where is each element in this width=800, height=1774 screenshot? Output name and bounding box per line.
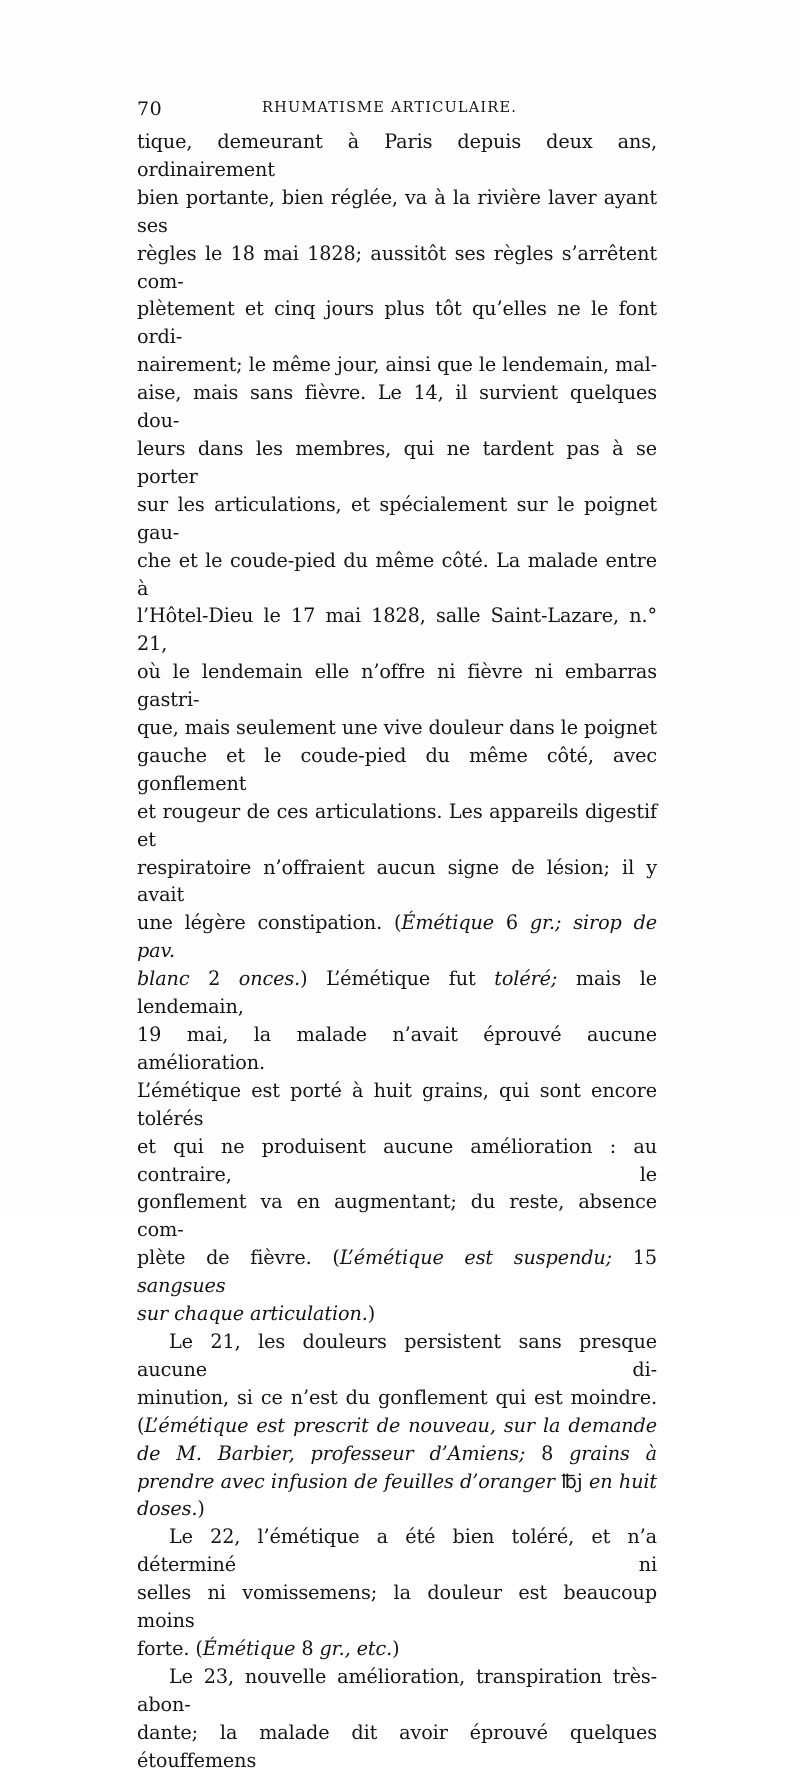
text-run: ℔j <box>554 1469 589 1493</box>
italic-text: toléré; <box>494 967 558 991</box>
text-line <box>137 547 657 603</box>
text-line <box>137 184 657 240</box>
text-line <box>137 1412 657 1440</box>
italic-text: Émétique <box>202 1636 296 1660</box>
body-text <box>137 128 657 1774</box>
text-run: gauche et le coude-pied du même côté, avec gonflement <box>137 743 657 795</box>
text-run: règles le 18 mai 1828; aussitôt ses règles s’arrêtent com- <box>137 241 657 293</box>
italic-text: grains à <box>569 1441 657 1465</box>
text-run: Le 21, les douleurs persistent sans presque aucune di- <box>137 1329 657 1381</box>
italic-text: Émétique <box>401 911 495 935</box>
text-line <box>137 1579 657 1635</box>
text-line <box>137 1188 657 1244</box>
text-line <box>137 1663 657 1719</box>
italic-text: prendre avec infusion de feuilles d’oranger <box>137 1469 555 1493</box>
text-run: ( <box>137 1413 145 1437</box>
italic-text: de M. Barbier, professeur d’Amiens; <box>137 1441 526 1465</box>
text-line <box>137 1719 657 1774</box>
text-run: plètement et cinq jours plus tôt qu’elles ne le font ordi- <box>137 297 657 349</box>
text-line <box>137 1384 657 1412</box>
text-line <box>137 658 657 714</box>
text-run: respiratoire n’offraient aucun signe de lésion; il y avait <box>137 855 657 907</box>
text-run: 6 <box>494 911 530 935</box>
text-run: aise, mais sans fièvre. Le 14, il survient quelques dou- <box>137 381 657 433</box>
text-run: minution, si ce n’est du gonflement qui est moindre. <box>137 1385 657 1409</box>
text-run: che et le coude-pied du même côté. La malade entre à <box>137 548 657 600</box>
text-run: ) L’émétique fut <box>300 967 495 991</box>
italic-text: L’émétique est prescrit de nouveau, sur la demande <box>144 1413 657 1437</box>
text-line <box>137 1300 657 1328</box>
text-line <box>137 742 657 798</box>
text-run: selles ni vomissemens; la douleur est beaucoup moins <box>137 1581 657 1633</box>
text-run: ) <box>367 1302 376 1326</box>
text-run: Le 22, l’émétique a été bien toléré, et n’a déterminé ni <box>137 1525 657 1577</box>
text-line <box>137 965 657 1021</box>
text-line <box>137 240 657 296</box>
text-line <box>137 491 657 547</box>
text-run: que, mais seulement une vive douleur dans le poignet <box>137 716 657 740</box>
text-line <box>137 1133 657 1189</box>
italic-text: gr., etc. <box>319 1636 393 1660</box>
text-run: et qui ne produisent aucune amélioration : au contraire, le <box>137 1134 657 1186</box>
italic-text: blanc <box>137 967 190 991</box>
text-line <box>137 854 657 910</box>
text-line <box>137 1440 657 1468</box>
text-run: 19 mai, la malade n’avait éprouvé aucune amélioration. <box>137 1023 657 1074</box>
text-line <box>137 1077 657 1133</box>
text-line <box>137 602 657 658</box>
text-line <box>137 909 657 965</box>
text-line <box>137 1021 657 1077</box>
text-run: dante; la malade dit avoir éprouvé quelques étouffemens <box>137 1720 657 1772</box>
italic-text: sur chaque articulation. <box>137 1302 368 1326</box>
text-run: ) <box>197 1497 205 1521</box>
text-run: où le lendemain elle n’offre ni fièvre ni embarras gastri- <box>137 660 657 712</box>
text-run: une légère constipation. ( <box>137 911 402 935</box>
text-line <box>137 1495 657 1523</box>
text-line <box>137 295 657 351</box>
text-run: L’émétique est porté à huit grains, qui sont encore tolérés <box>137 1078 657 1130</box>
italic-text: L’émétique est suspendu; <box>339 1246 613 1270</box>
page-number: 70 <box>137 98 163 120</box>
text-run: 15 <box>612 1246 657 1270</box>
text-run: nairement; le même jour, ainsi que le lendemain, mal- <box>137 353 657 377</box>
text-run: l’Hôtel-Dieu le 17 mai 1828, salle Saint-Lazare, n.° 21, <box>137 604 657 656</box>
text-run: gonflement va en augmentant; du reste, absence com- <box>137 1190 657 1242</box>
text-run: tique, demeurant à Paris depuis deux ans, ordinairement <box>137 130 657 181</box>
text-run: forte. ( <box>137 1636 203 1660</box>
text-run: et rougeur de ces articulations. Les appareils digestif et <box>137 799 657 851</box>
text-line <box>137 714 657 742</box>
text-line <box>137 435 657 491</box>
text-run: leurs dans les membres, qui ne tardent pas à se porter <box>137 436 657 488</box>
text-line <box>137 1244 657 1300</box>
italic-text: sangsues <box>137 1274 226 1298</box>
text-line <box>137 1328 657 1384</box>
italic-text: en huit <box>588 1469 657 1493</box>
text-run: 2 <box>189 967 239 991</box>
text-line <box>137 1635 657 1663</box>
text-line <box>137 798 657 854</box>
text-run: ) <box>392 1636 400 1660</box>
text-run: plète de fièvre. ( <box>137 1246 340 1270</box>
text-run: bien portante, bien réglée, va à la rivière laver ayant ses <box>137 185 657 237</box>
text-run: sur les articulations, et spécialement sur le poignet gau- <box>137 492 657 544</box>
text-line <box>137 1523 657 1579</box>
text-line <box>137 351 657 379</box>
running-head <box>137 98 657 124</box>
italic-text: gr.; sirop de pav. <box>137 911 658 963</box>
text-line <box>137 128 657 184</box>
text-run: mais le lendemain, <box>137 967 657 1019</box>
italic-text: onces. <box>238 967 301 991</box>
text-line <box>137 1468 657 1496</box>
text-run: 8 <box>295 1636 320 1660</box>
text-run: Le 23, nouvelle amélioration, transpiration très-abon- <box>137 1664 657 1716</box>
text-line <box>137 379 657 435</box>
italic-text: doses. <box>137 1497 198 1521</box>
running-title: RHUMATISME ARTICULAIRE. <box>262 100 518 116</box>
text-run: 8 <box>525 1441 570 1465</box>
